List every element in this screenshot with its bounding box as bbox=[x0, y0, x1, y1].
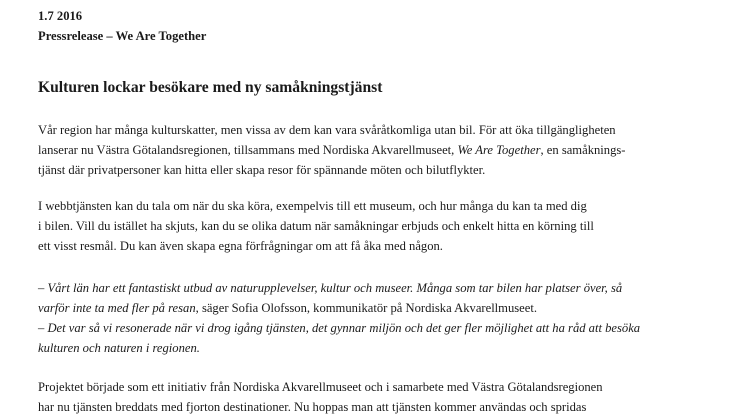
paragraph-1-line-2-text: lanserar nu Västra Götalandsregionen, tillsammans med Nordiska Akvarellmuseet, bbox=[38, 143, 458, 157]
paragraph-2-line-2: i bilen. Vill du istället ha skjuts, kan du se olika datum när samåkningar erbjuds och enkelt hitta en körning till bbox=[38, 219, 594, 233]
paragraph-3-line-2: har nu tjänsten breddats med fjorton destinationer. Nu hoppas man att tjänsten kommer användas och spridas bbox=[38, 400, 587, 414]
paragraph-2-line-1: I webbtjänsten kan du tala om när du ska köra, exempelvis till ett museum, och hur många du kan ta med dig bbox=[38, 199, 587, 213]
quote-line-2-attribution: , säger Sofia Olofsson, kommunikatör på Nordiska Akvarellmuseet. bbox=[195, 301, 538, 315]
paragraph-3-line-1: Projektet började som ett initiativ från Nordiska Akvarellmuseet och i samarbete med Västra Götalandsregionen bbox=[38, 380, 603, 394]
quote-line-1: – Vårt län har ett fantastiskt utbud av naturupplevelser, kultur och museer. Många som tar bilen har platser över, så bbox=[38, 281, 623, 295]
quote-line-4: kulturen och naturen i regionen. bbox=[38, 341, 200, 355]
paragraph-1-line-2 bbox=[38, 140, 625, 160]
quote-line-2 bbox=[38, 298, 537, 318]
release-subtitle: Pressrelease – We Are Together bbox=[38, 29, 207, 43]
quote-line-3: – Det var så vi resonerade när vi drog igång tjänsten, det gynnar miljön och det ger fler möjlighet att ha råd att besöka bbox=[38, 321, 641, 335]
paragraph-1-line-3: tjänst där privatpersoner kan hitta eller skapa resor för spännande möten och bilutflykter. bbox=[38, 163, 486, 177]
paragraph-2-line-3: ett visst resmål. Du kan även skapa egna förfrågningar om att få åka med någon. bbox=[38, 239, 443, 253]
paragraph-1-line-2-tail: , en samåknings- bbox=[540, 143, 626, 157]
paragraph-1-line-1: Vår region har många kulturskatter, men vissa av dem kan vara svåråtkomliga utan bil. För att öka tillgängligheten bbox=[38, 123, 616, 137]
release-date: 1.7 2016 bbox=[38, 9, 83, 23]
service-name: We Are Together bbox=[457, 143, 541, 157]
quote-line-2-italic: varför inte ta med fler på resan bbox=[38, 301, 196, 315]
page-title: Kulturen lockar besökare med ny samåkningstjänst bbox=[38, 79, 383, 96]
